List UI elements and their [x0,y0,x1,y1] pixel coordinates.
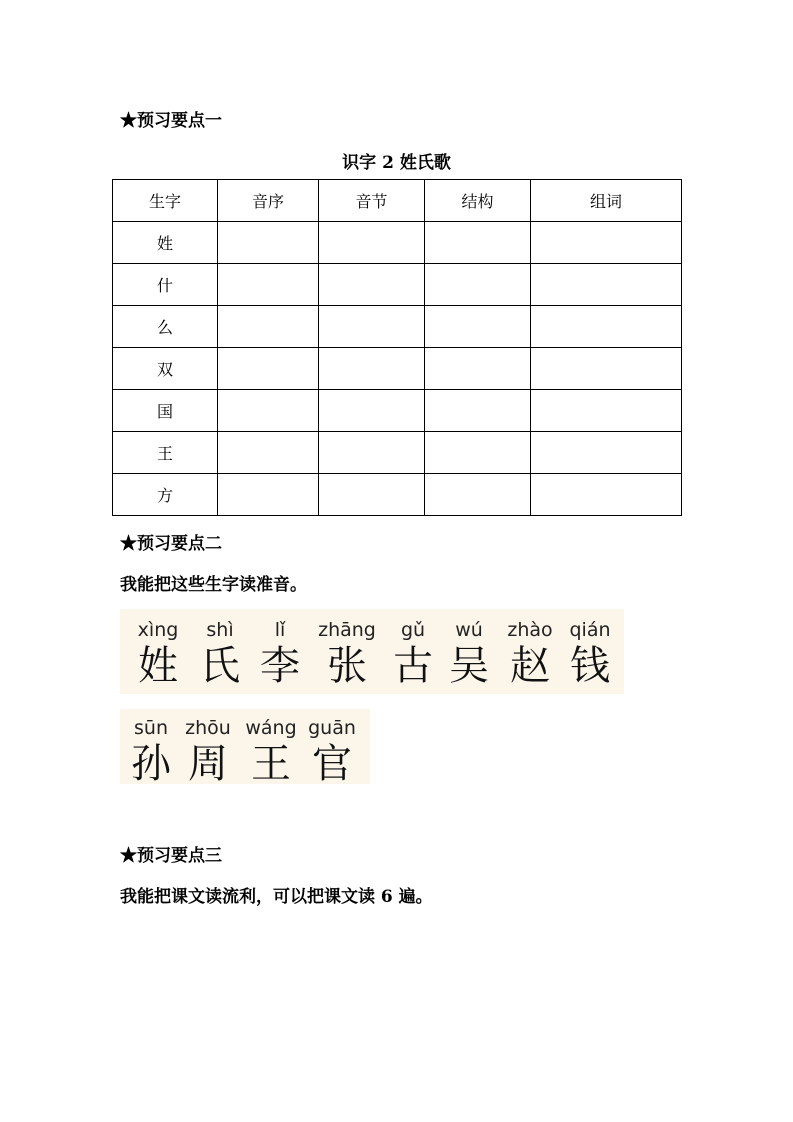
blank-cell[interactable] [531,474,682,516]
pinyin-character [496,617,564,690]
pinyin-text: lǐ [274,619,286,641]
blank-cell[interactable] [319,306,425,348]
hanzi-text: 氏 [200,643,240,689]
blank-cell[interactable] [531,432,682,474]
blank-cell[interactable] [425,306,531,348]
hanzi-text: 古 [393,643,433,689]
blank-cell[interactable] [218,348,319,390]
table-row [113,348,682,390]
header-cell: 音节 [319,180,425,222]
pinyin-character [176,715,240,787]
pinyin-character [126,617,190,690]
table-row [113,432,682,474]
pinyin-character [190,617,250,690]
table-row [113,390,682,432]
pinyin-text: shì [206,619,234,641]
blank-cell[interactable] [218,222,319,264]
hanzi-text: 周 [188,741,228,787]
pinyin-text: wú [455,619,483,641]
hanzi-text: 孙 [131,741,171,787]
blank-cell[interactable] [425,348,531,390]
blank-cell[interactable] [218,306,319,348]
hanzi-text: 张 [327,643,367,689]
hanzi-text: 赵 [510,643,550,689]
header-cell: 结构 [425,180,531,222]
pinyin-text: zhōu [185,717,231,739]
pinyin-character [442,617,496,690]
hanzi-text: 王 [251,741,291,787]
blank-cell[interactable] [531,222,682,264]
blank-cell[interactable] [425,264,531,306]
blank-cell[interactable] [425,390,531,432]
table-header-row [113,180,682,222]
pinyin-character [384,617,442,690]
lesson-title: 识字 2 姓氏歌 [342,153,451,173]
pinyin-text: xìng [137,619,179,641]
char-cell: 么 [113,306,218,348]
blank-cell[interactable] [531,348,682,390]
pinyin-text: zhāng [318,619,376,641]
section-heading-2: ★预习要点二 [120,534,222,554]
pinyin-group-2 [120,709,370,787]
blank-cell[interactable] [425,474,531,516]
hanzi-text: 吴 [449,643,489,689]
blank-cell[interactable] [218,474,319,516]
blank-cell[interactable] [218,264,319,306]
blank-cell[interactable] [319,432,425,474]
blank-cell[interactable] [218,432,319,474]
header-cell: 组词 [531,180,682,222]
hanzi-text: 姓 [138,643,178,689]
pinyin-text: zhào [507,619,553,641]
header-cell: 生字 [113,180,218,222]
blank-cell[interactable] [319,474,425,516]
blank-cell[interactable] [531,264,682,306]
table-row [113,222,682,264]
section-heading-3: ★预习要点三 [120,846,222,866]
character-table [112,179,682,516]
char-cell: 方 [113,474,218,516]
hanzi-text: 钱 [570,643,610,689]
pinyin-character [240,715,302,787]
section-heading-1: ★预习要点一 [120,111,222,131]
blank-cell[interactable] [319,348,425,390]
char-cell: 王 [113,432,218,474]
hanzi-text: 官 [312,741,352,787]
table-row [113,264,682,306]
pinyin-character [564,617,616,690]
blank-cell[interactable] [425,432,531,474]
blank-cell[interactable] [319,264,425,306]
blank-cell[interactable] [319,222,425,264]
pinyin-character [302,715,362,787]
pinyin-character [250,617,310,690]
blank-cell[interactable] [319,390,425,432]
table-row [113,474,682,516]
blank-cell[interactable] [531,390,682,432]
pinyin-text: guān [308,717,356,739]
char-cell: 什 [113,264,218,306]
hanzi-text: 李 [260,643,300,689]
header-cell: 音序 [218,180,319,222]
table-row [113,306,682,348]
pinyin-text: qián [569,619,611,641]
pinyin-text: sūn [134,717,168,739]
blank-cell[interactable] [531,306,682,348]
pinyin-text: wáng [245,717,297,739]
pinyin-character [310,617,384,690]
pinyin-character [126,715,176,787]
instruction-read-characters: 我能把这些生字读准音。 [120,575,307,595]
instruction-read-text: 我能把课文读流利，可以把课文读 6 遍。 [120,887,433,907]
pinyin-text: gǔ [400,619,426,641]
char-cell: 姓 [113,222,218,264]
blank-cell[interactable] [218,390,319,432]
char-cell: 双 [113,348,218,390]
pinyin-group-1 [120,609,624,694]
blank-cell[interactable] [425,222,531,264]
char-cell: 国 [113,390,218,432]
